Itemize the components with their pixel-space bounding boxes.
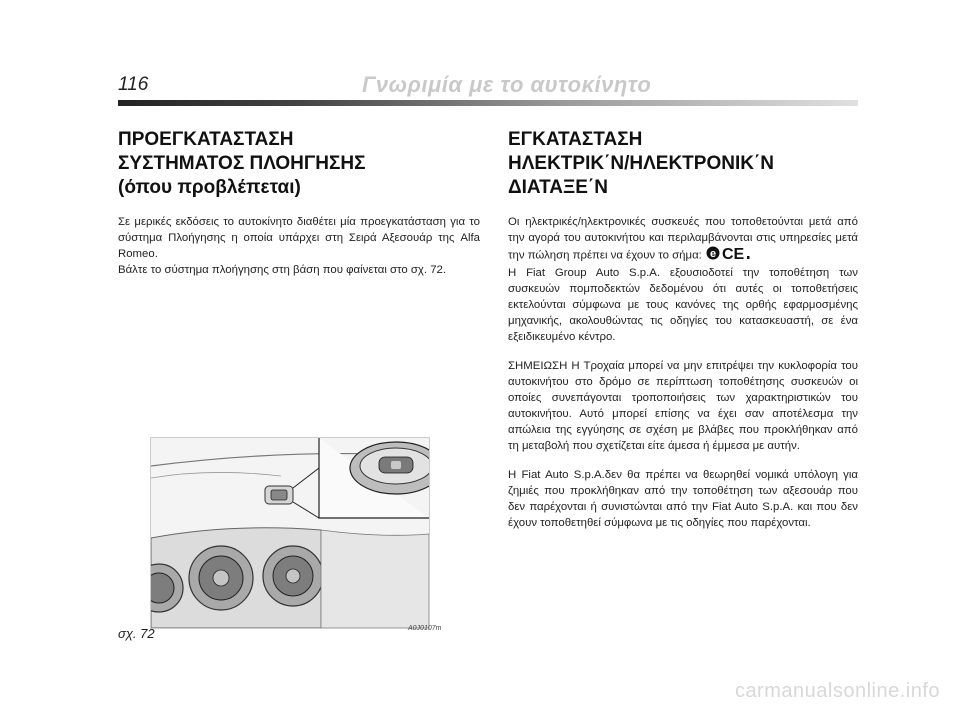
- body-paragraph: [508, 214, 858, 265]
- watermark: carmanualsonline.info: [734, 680, 940, 702]
- body-paragraph: Βάλτε το σύστημα πλοήγησης στη βάση που φαίνεται στο σχ. 72.: [118, 264, 447, 276]
- body-paragraph: Σε μερικές εκδόσεις το αυτοκίνητο διαθέτει μία προεγκατάσταση για το σύστημα Πλοήγησης η οποία υπάρχει στη Σειρά Αξεσουάρ της Alfa Romeo.: [118, 216, 480, 260]
- heading-line: (όπου προβλέπεται): [118, 177, 301, 198]
- figure-caption: σχ. 72: [118, 626, 155, 641]
- paragraph-text: Οι ηλεκτρικές/ηλεκτρονικές συσκευές που τοποθετούνται μετά από την αγορά του αυτοκινήτου και περιλαμβάνονται στις υπηρεσίες μετά την πώληση πρέπει να έχουν το σήμα:: [508, 216, 858, 262]
- section-title: Γνωριμία με το αυτοκίνητο: [362, 72, 652, 97]
- svg-text:CE: CE: [721, 246, 745, 260]
- e-mark-ce-mark-icon: [706, 246, 750, 265]
- left-column: [118, 128, 480, 278]
- note-paragraph: ΣΗΜΕΙΩΣΗ Η Τροχαία μπορεί να μην επιτρέψει την κυκλοφορία του αυτοκινήτου στο δρόμο σε περίπτωση τοποθέτησης συσκευών οι οποίες συνεπάγονται τροποποιήσεις των χαρακτηριστικών του αυτοκινήτου. Αυτό μπορεί επίσης να έχει σαν αποτέλεσμα την απώλεια της εγγύησης σε σχέση με βλάβες που προκλήθηκαν από τη μεταβολή που σχετίζεται είτε άμεσα ή έμμεσα με αυτήν.: [508, 360, 858, 452]
- dashboard-nav-socket-figure: [150, 437, 430, 629]
- heading-line: ΣΥΣΤΗΜΑΤΟΣ ΠΛΟΗΓΗΣΗΣ: [118, 153, 366, 174]
- header-rule: [118, 100, 858, 106]
- figure-code: A0J0107m: [408, 625, 442, 632]
- heading-line: ΔΙΑΤΑΞΕ΄Ν: [508, 177, 608, 198]
- svg-text:e: e: [709, 248, 716, 260]
- heading-line: ΗΛΕΚΤΡΙΚ΄Ν/ΗΛΕΚΤΡΟΝΙΚ΄Ν: [508, 153, 775, 174]
- body-paragraph: Η Fiat Group Auto S.p.A. εξουσιοδοτεί την τοποθέτηση των συσκευών πομποδεκτών δεδομένου ότι αυτές οι τοποθετήσεις εκτελούνται σύμφωνα με τους κανόνες της ορθής εφαρμοσμένης μηχανικής, ακολουθώντας τις οδηγίες του κατασκευαστή, σε ένα εξειδικευμένο κέντρο.: [508, 267, 858, 343]
- dashboard-illustration: [151, 438, 429, 628]
- electronic-devices-heading: [508, 128, 858, 200]
- nav-preinstall-heading: [118, 128, 480, 200]
- page-number: 116: [118, 74, 149, 95]
- right-column: [508, 128, 858, 531]
- heading-line: ΕΓΚΑΤΑΣΤΑΣΗ: [508, 129, 643, 150]
- body-paragraph: Η Fiat Auto S.p.A.δεν θα πρέπει να θεωρηθεί νομικά υπόλογη για ζημιές που προκλήθηκαν από την τοποθέτηση των αξεσουάρ που δεν παρέχονται ή συνιστώνται από την Fiat Auto S.p.A. και που δεν έχουν τοποθετηθεί σύμφωνα με τις οδηγίες που παρέχονται.: [508, 469, 858, 529]
- heading-line: ΠΡΟΕΓΚΑΤΑΣΤΑΣΗ: [118, 129, 294, 150]
